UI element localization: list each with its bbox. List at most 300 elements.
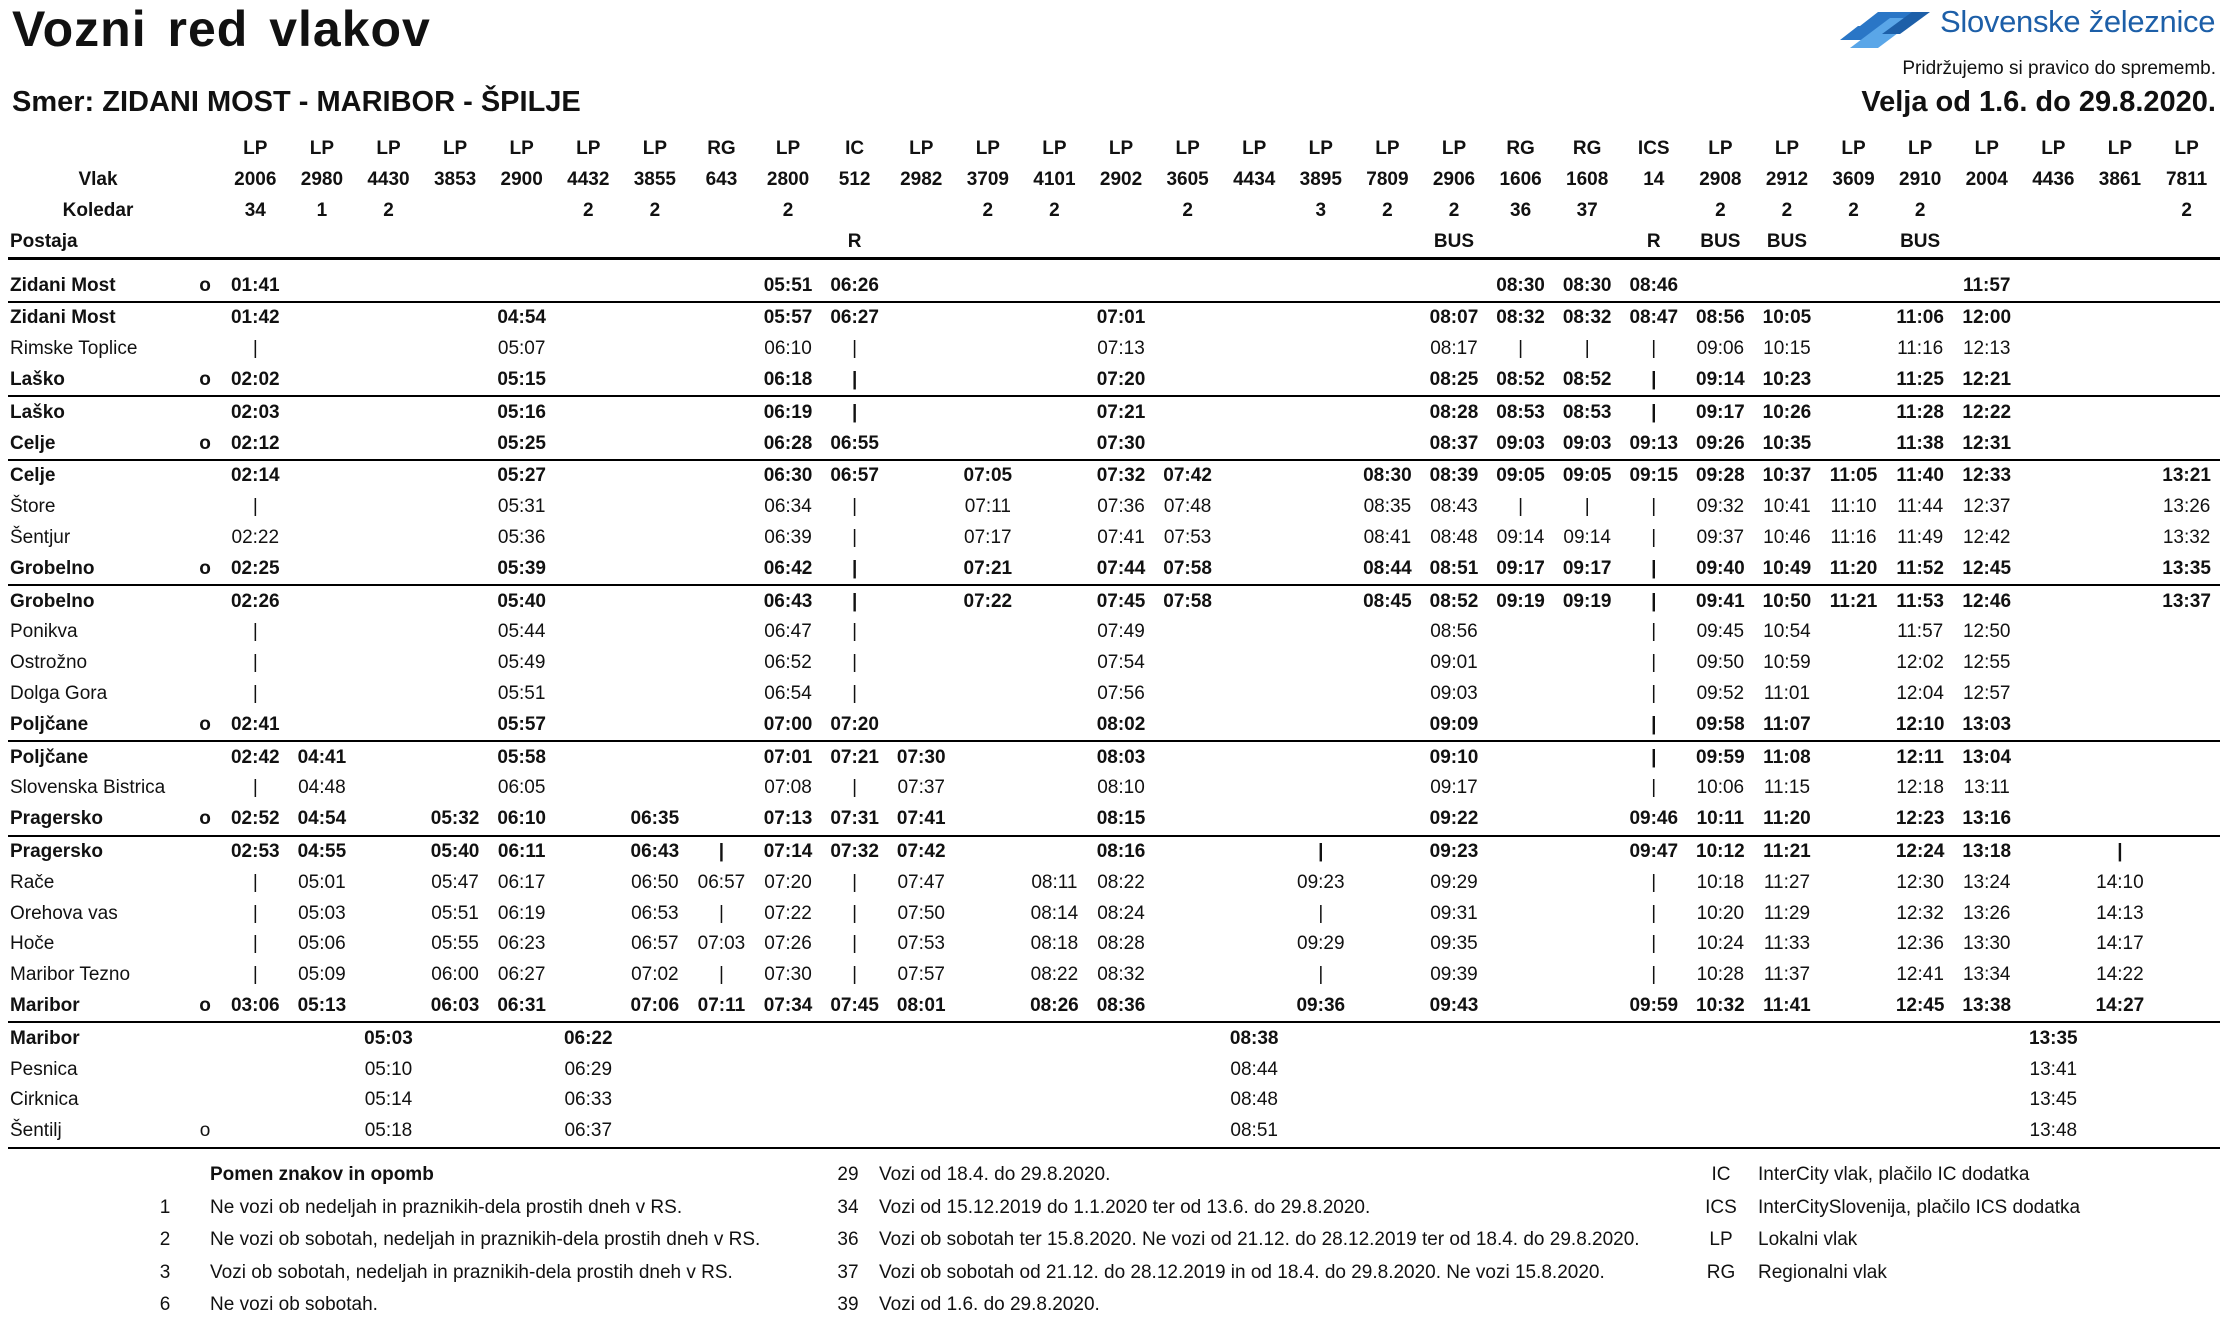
time-cell bbox=[1021, 1116, 1088, 1148]
time-cell: 05:44 bbox=[497, 621, 546, 643]
time-cell bbox=[422, 617, 489, 648]
time-cell bbox=[688, 396, 755, 428]
terminal-mark bbox=[188, 460, 222, 492]
train-type-row-cell: LP bbox=[2041, 138, 2066, 160]
time-cell bbox=[289, 523, 356, 554]
time-cell: 06:43 bbox=[755, 585, 822, 617]
time-cell: 06:26 bbox=[830, 274, 879, 296]
note-code: LP bbox=[1709, 1229, 1733, 1250]
time-cell: 10:59 bbox=[1763, 652, 1811, 674]
legend-note bbox=[833, 1262, 1653, 1295]
time-cell bbox=[622, 553, 689, 585]
time-cell bbox=[2020, 929, 2087, 960]
station-name: Poljčane bbox=[10, 713, 89, 735]
station-name: Laško bbox=[10, 368, 65, 390]
time-cell bbox=[622, 709, 689, 741]
time-cell bbox=[2153, 365, 2220, 397]
time-cell: | bbox=[852, 902, 858, 924]
time-cell bbox=[555, 365, 622, 397]
time-cell bbox=[688, 1054, 755, 1085]
time-cell: 09:17 bbox=[1562, 557, 1612, 579]
time-cell: 12:57 bbox=[1962, 682, 2011, 704]
time-cell bbox=[1221, 679, 1288, 710]
time-cell: 08:02 bbox=[1096, 713, 1146, 735]
time-cell: 09:17 bbox=[1430, 777, 1478, 799]
table-row bbox=[8, 302, 2220, 334]
time-cell bbox=[289, 396, 356, 428]
time-cell bbox=[888, 492, 955, 523]
time-cell bbox=[888, 396, 955, 428]
train-type-row-cell: RG bbox=[1506, 138, 1535, 160]
note-text: Vozi od 18.4. do 29.8.2020. bbox=[879, 1164, 1111, 1185]
time-cell: 05:15 bbox=[497, 368, 546, 390]
time-cell bbox=[1088, 1022, 1155, 1054]
time-cell bbox=[1221, 867, 1288, 898]
train-type-row-cell: LP bbox=[376, 138, 401, 160]
time-cell bbox=[688, 1116, 755, 1148]
time-cell bbox=[555, 709, 622, 741]
time-cell bbox=[1554, 898, 1621, 929]
time-cell bbox=[1820, 709, 1887, 741]
train-type-row-cell: LP bbox=[1308, 138, 1333, 160]
terminal-mark bbox=[188, 679, 222, 710]
page-title: Vozni red vlakov bbox=[12, 1, 431, 57]
table-row bbox=[8, 270, 2220, 302]
time-cell bbox=[955, 679, 1022, 710]
time-cell: 07:00 bbox=[763, 713, 813, 735]
time-cell bbox=[1354, 617, 1421, 648]
time-cell: 04:55 bbox=[289, 836, 356, 868]
time-cell bbox=[555, 334, 622, 365]
time-cell: | bbox=[1620, 585, 1687, 617]
time-cell bbox=[2020, 804, 2087, 836]
time-cell: 10:28 bbox=[1696, 964, 1745, 986]
station-name: Celje bbox=[8, 460, 188, 492]
time-cell bbox=[422, 773, 489, 804]
table-row bbox=[8, 679, 2220, 710]
time-cell bbox=[1554, 991, 1621, 1023]
time-cell bbox=[1354, 709, 1421, 741]
time-cell: 06:18 bbox=[763, 368, 813, 390]
time-cell: 06:27 bbox=[821, 302, 888, 334]
time-cell bbox=[1487, 836, 1554, 868]
time-cell bbox=[1288, 679, 1355, 710]
time-cell: 07:20 bbox=[764, 871, 812, 893]
time-cell: 05:10 bbox=[364, 1058, 413, 1080]
station-name: Ostrožno bbox=[10, 652, 88, 674]
time-cell: | bbox=[252, 871, 258, 893]
time-cell bbox=[688, 1085, 755, 1116]
time-cell bbox=[1487, 741, 1554, 773]
train-type-row-cell: LP bbox=[2107, 138, 2133, 160]
time-cell: 13:04 bbox=[1953, 741, 2020, 773]
time-cell bbox=[1021, 617, 1088, 648]
time-cell: 04:54 bbox=[488, 302, 555, 334]
terminal-mark bbox=[188, 585, 222, 617]
time-cell: 12:23 bbox=[1895, 808, 1945, 830]
time-cell: 09:39 bbox=[1430, 964, 1478, 986]
note-code: 2 bbox=[159, 1229, 171, 1250]
time-cell: 07:45 bbox=[1088, 585, 1155, 617]
train-type-row-cell: LP bbox=[1242, 138, 1267, 160]
time-cell: 13:21 bbox=[2153, 460, 2220, 492]
train-type-row-cell: LP bbox=[1841, 138, 1866, 160]
time-cell bbox=[422, 709, 489, 741]
time-cell: 05:47 bbox=[431, 871, 479, 893]
calendar-row-cell: 37 bbox=[1576, 199, 1598, 221]
time-cell: 07:50 bbox=[897, 902, 945, 924]
time-cell bbox=[1354, 648, 1421, 679]
time-cell: | bbox=[1584, 338, 1590, 360]
time-cell: 12:37 bbox=[1962, 496, 2011, 518]
time-cell bbox=[1820, 302, 1887, 334]
time-cell bbox=[1154, 396, 1221, 428]
time-cell bbox=[1221, 773, 1288, 804]
time-cell bbox=[1487, 1022, 1554, 1054]
time-cell bbox=[1354, 960, 1421, 991]
time-cell: 14:10 bbox=[2096, 871, 2144, 893]
time-cell: 09:58 bbox=[1696, 713, 1745, 735]
time-cell bbox=[888, 365, 955, 397]
time-cell: 07:21 bbox=[1088, 396, 1155, 428]
time-cell bbox=[888, 460, 955, 492]
train-number-row-cell: 2980 bbox=[300, 169, 344, 191]
time-cell bbox=[622, 679, 689, 710]
time-cell bbox=[2153, 334, 2220, 365]
time-cell: 08:48 bbox=[1230, 1089, 1278, 1111]
time-cell bbox=[888, 302, 955, 334]
time-cell: | bbox=[821, 396, 888, 428]
time-cell bbox=[1354, 679, 1421, 710]
time-cell: 07:20 bbox=[830, 713, 879, 735]
time-cell bbox=[1021, 396, 1088, 428]
note-code: ICS bbox=[1705, 1196, 1737, 1218]
time-cell: 09:03 bbox=[1496, 432, 1545, 454]
time-cell: 07:49 bbox=[1097, 621, 1145, 643]
time-cell: | bbox=[2087, 836, 2154, 868]
station-header-row-cell: BUS bbox=[1687, 226, 1754, 258]
time-cell bbox=[955, 1116, 1022, 1148]
time-cell: 07:42 bbox=[1154, 460, 1221, 492]
time-cell: 08:48 bbox=[1430, 526, 1478, 548]
time-cell: 11:20 bbox=[1763, 808, 1811, 830]
time-cell bbox=[2153, 302, 2220, 334]
time-cell: 09:23 bbox=[1421, 836, 1488, 868]
time-cell bbox=[755, 1116, 822, 1148]
time-cell: | bbox=[1318, 902, 1324, 924]
time-cell bbox=[1421, 1116, 1488, 1148]
station-header-row bbox=[8, 226, 2220, 258]
table-row bbox=[8, 428, 2220, 460]
calendar-row-cell: 2 bbox=[582, 199, 594, 221]
time-cell bbox=[2020, 428, 2087, 460]
table-row bbox=[8, 648, 2220, 679]
note-code: 6 bbox=[159, 1294, 171, 1315]
time-cell: 09:01 bbox=[1430, 652, 1478, 674]
time-cell: 08:03 bbox=[1088, 741, 1155, 773]
time-cell: 14:22 bbox=[2096, 964, 2144, 986]
time-cell: 07:11 bbox=[964, 496, 1011, 518]
note-text: Vozi od 1.6. do 29.8.2020. bbox=[879, 1294, 1100, 1315]
time-cell: | bbox=[852, 496, 858, 518]
time-cell: 09:10 bbox=[1421, 741, 1488, 773]
time-cell bbox=[2020, 898, 2087, 929]
time-cell bbox=[1288, 1085, 1355, 1116]
time-cell: 02:42 bbox=[222, 741, 289, 773]
terminal-mark: o bbox=[199, 557, 211, 579]
time-cell: 12:00 bbox=[1953, 302, 2020, 334]
time-cell bbox=[422, 1085, 489, 1116]
train-number-row-cell: 2982 bbox=[900, 169, 943, 191]
time-cell bbox=[1687, 1116, 1754, 1148]
time-cell: 06:57 bbox=[697, 871, 746, 893]
terminal-mark: o bbox=[199, 713, 211, 735]
time-cell: 05:03 bbox=[355, 1022, 422, 1054]
time-cell bbox=[2020, 709, 2087, 741]
time-cell bbox=[821, 1085, 888, 1116]
time-cell bbox=[955, 836, 1022, 868]
time-cell bbox=[622, 270, 689, 302]
time-cell bbox=[355, 460, 422, 492]
time-cell bbox=[555, 867, 622, 898]
time-cell: 08:17 bbox=[1430, 338, 1478, 360]
time-cell bbox=[555, 741, 622, 773]
time-cell bbox=[1154, 836, 1221, 868]
time-cell bbox=[1021, 804, 1088, 836]
time-cell bbox=[688, 553, 755, 585]
time-cell bbox=[1687, 270, 1754, 302]
time-cell: 13:18 bbox=[1953, 836, 2020, 868]
note-text: Vozi ob sobotah ter 15.8.2020. Ne vozi od 21.12. do 28.12.2019 ter od 18.4. do 29.8.2020. bbox=[879, 1229, 1640, 1250]
time-cell: 06:29 bbox=[564, 1058, 613, 1080]
time-cell bbox=[422, 302, 489, 334]
table-row bbox=[8, 991, 2220, 1023]
time-cell: 12:10 bbox=[1895, 713, 1945, 735]
time-cell bbox=[555, 302, 622, 334]
time-cell bbox=[1154, 960, 1221, 991]
time-cell bbox=[2153, 270, 2220, 302]
time-cell bbox=[2087, 1022, 2154, 1054]
time-cell bbox=[1088, 270, 1155, 302]
train-number-row-cell: 3855 bbox=[633, 169, 676, 191]
time-cell bbox=[1487, 867, 1554, 898]
time-cell: 02:41 bbox=[230, 713, 280, 735]
time-cell bbox=[1354, 1022, 1421, 1054]
time-cell bbox=[2153, 960, 2220, 991]
time-cell: | bbox=[1651, 933, 1657, 955]
time-cell bbox=[1221, 960, 1288, 991]
time-cell bbox=[2020, 679, 2087, 710]
time-cell bbox=[422, 679, 489, 710]
time-cell: 13:37 bbox=[2153, 585, 2220, 617]
time-cell bbox=[1554, 804, 1621, 836]
time-cell bbox=[289, 365, 356, 397]
time-cell bbox=[1354, 898, 1421, 929]
time-cell: 11:05 bbox=[1820, 460, 1887, 492]
time-cell bbox=[2020, 991, 2087, 1023]
time-cell: 06:42 bbox=[763, 557, 813, 579]
calendar-row-cell: 2 bbox=[982, 199, 994, 221]
time-cell: | bbox=[1651, 621, 1657, 643]
time-cell: 09:37 bbox=[1696, 526, 1745, 548]
time-cell: | bbox=[1518, 338, 1524, 360]
time-cell bbox=[555, 523, 622, 554]
time-cell: 13:26 bbox=[1962, 902, 2011, 924]
time-cell: | bbox=[252, 338, 258, 360]
train-type-row-cell: LP bbox=[576, 138, 601, 160]
time-cell: 08:45 bbox=[1354, 585, 1421, 617]
time-cell bbox=[1820, 836, 1887, 868]
time-cell bbox=[2020, 553, 2087, 585]
time-cell bbox=[1754, 1022, 1821, 1054]
time-cell bbox=[688, 617, 755, 648]
time-cell: 05:36 bbox=[497, 526, 546, 548]
time-cell bbox=[1953, 1054, 2020, 1085]
time-cell bbox=[1021, 553, 1088, 585]
time-cell: 13:35 bbox=[2162, 557, 2211, 579]
time-cell: 11:20 bbox=[1829, 557, 1878, 579]
time-cell: 11:37 bbox=[1763, 964, 1811, 986]
train-number-row-cell: 2900 bbox=[500, 169, 543, 191]
time-cell: 10:37 bbox=[1754, 460, 1821, 492]
train-number-row-cell: 3861 bbox=[2098, 169, 2142, 191]
time-cell bbox=[955, 960, 1022, 991]
time-cell bbox=[1021, 334, 1088, 365]
time-cell bbox=[622, 617, 689, 648]
time-cell bbox=[1620, 1116, 1687, 1148]
calendar-row-cell bbox=[1953, 196, 2020, 227]
calendar-row-cell bbox=[488, 196, 555, 227]
train-type-row-cell: LP bbox=[1774, 138, 1800, 160]
time-cell bbox=[888, 553, 955, 585]
time-cell bbox=[1687, 1085, 1754, 1116]
train-type-row-cell: LP bbox=[975, 138, 1000, 160]
time-cell bbox=[555, 773, 622, 804]
time-cell: 06:10 bbox=[497, 808, 546, 830]
station-name: Laško bbox=[8, 396, 188, 428]
time-cell bbox=[888, 1085, 955, 1116]
time-cell: | bbox=[1651, 338, 1657, 360]
train-type-row-cell: RG bbox=[1572, 138, 1602, 160]
time-cell bbox=[2153, 709, 2220, 741]
time-cell: 07:13 bbox=[1097, 338, 1145, 360]
time-cell: 12:45 bbox=[1895, 994, 1945, 1016]
time-cell bbox=[289, 1116, 356, 1148]
calendar-row-cell bbox=[1088, 196, 1155, 227]
terminal-mark bbox=[188, 960, 222, 991]
time-cell bbox=[1620, 1022, 1687, 1054]
calendar-row-cell: 2 bbox=[1914, 199, 1926, 221]
time-cell bbox=[1288, 648, 1355, 679]
time-cell bbox=[1487, 709, 1554, 741]
time-cell: 05:57 bbox=[497, 713, 546, 735]
time-cell bbox=[1221, 553, 1288, 585]
station-header-row-cell bbox=[222, 226, 289, 258]
train-number-row-cell: 4432 bbox=[567, 169, 610, 191]
time-cell bbox=[1154, 991, 1221, 1023]
station-name: Maribor bbox=[10, 994, 80, 1016]
station-header-row-cell bbox=[555, 226, 622, 258]
time-cell bbox=[355, 365, 422, 397]
time-cell: 13:30 bbox=[1962, 933, 2011, 955]
time-cell bbox=[1221, 523, 1288, 554]
time-cell: 07:02 bbox=[631, 964, 679, 986]
time-cell bbox=[1487, 929, 1554, 960]
time-cell bbox=[2020, 302, 2087, 334]
time-cell bbox=[1487, 679, 1554, 710]
time-cell bbox=[1887, 1085, 1954, 1116]
train-number-row-cell: 3709 bbox=[966, 169, 1009, 191]
time-cell: 13:38 bbox=[1962, 994, 2012, 1016]
station-header-row-cell bbox=[422, 226, 489, 258]
time-cell bbox=[1820, 960, 1887, 991]
time-cell bbox=[888, 270, 955, 302]
note-text: Vozi ob sobotah od 21.12. do 28.12.2019 in od 18.4. do 29.8.2020. Ne vozi 15.8.2020. bbox=[879, 1261, 1605, 1283]
terminal-mark bbox=[188, 334, 222, 365]
time-cell bbox=[1021, 836, 1088, 868]
time-cell bbox=[1288, 804, 1355, 836]
legend-note bbox=[1700, 1197, 2200, 1230]
time-cell bbox=[1953, 1085, 2020, 1116]
time-cell bbox=[1820, 898, 1887, 929]
time-cell bbox=[289, 709, 356, 741]
time-cell: 08:15 bbox=[1096, 808, 1146, 830]
time-cell bbox=[2153, 617, 2220, 648]
station-name: Rače bbox=[10, 871, 55, 893]
time-cell bbox=[1554, 648, 1621, 679]
time-cell bbox=[1820, 1085, 1887, 1116]
station-header-row-cell bbox=[289, 226, 356, 258]
time-cell bbox=[2153, 428, 2220, 460]
time-cell bbox=[422, 365, 489, 397]
terminal-mark: o bbox=[199, 432, 211, 454]
time-cell: 11:10 bbox=[1830, 496, 1877, 518]
time-cell: 05:18 bbox=[355, 1116, 422, 1148]
time-cell: | bbox=[718, 902, 724, 924]
time-cell: 09:29 bbox=[1430, 871, 1478, 893]
terminal-mark: o bbox=[199, 808, 211, 830]
time-cell bbox=[2153, 898, 2220, 929]
terminal-mark: o bbox=[199, 368, 211, 390]
time-cell bbox=[555, 585, 622, 617]
time-cell bbox=[488, 1085, 555, 1116]
time-cell: 08:52 bbox=[1496, 368, 1545, 390]
time-cell bbox=[755, 1022, 822, 1054]
time-cell: 10:32 bbox=[1696, 994, 1745, 1016]
time-cell: 10:35 bbox=[1762, 432, 1812, 454]
time-cell: | bbox=[851, 368, 858, 390]
time-cell: 13:32 bbox=[2162, 526, 2211, 548]
time-cell bbox=[355, 991, 422, 1023]
time-cell bbox=[2087, 428, 2154, 460]
time-cell bbox=[422, 492, 489, 523]
time-cell bbox=[1554, 1085, 1621, 1116]
time-cell: | bbox=[851, 557, 858, 579]
time-cell bbox=[955, 773, 1022, 804]
time-cell: 11:16 bbox=[1830, 526, 1877, 548]
station-header-row-cell bbox=[1487, 226, 1554, 258]
time-cell bbox=[688, 679, 755, 710]
time-cell bbox=[355, 523, 422, 554]
time-cell: 09:03 bbox=[1562, 432, 1612, 454]
time-cell bbox=[1154, 929, 1221, 960]
time-cell bbox=[2020, 334, 2087, 365]
time-cell bbox=[1021, 428, 1088, 460]
time-cell bbox=[888, 523, 955, 554]
time-cell: 08:16 bbox=[1088, 836, 1155, 868]
time-cell bbox=[2153, 867, 2220, 898]
time-cell bbox=[2153, 1022, 2220, 1054]
